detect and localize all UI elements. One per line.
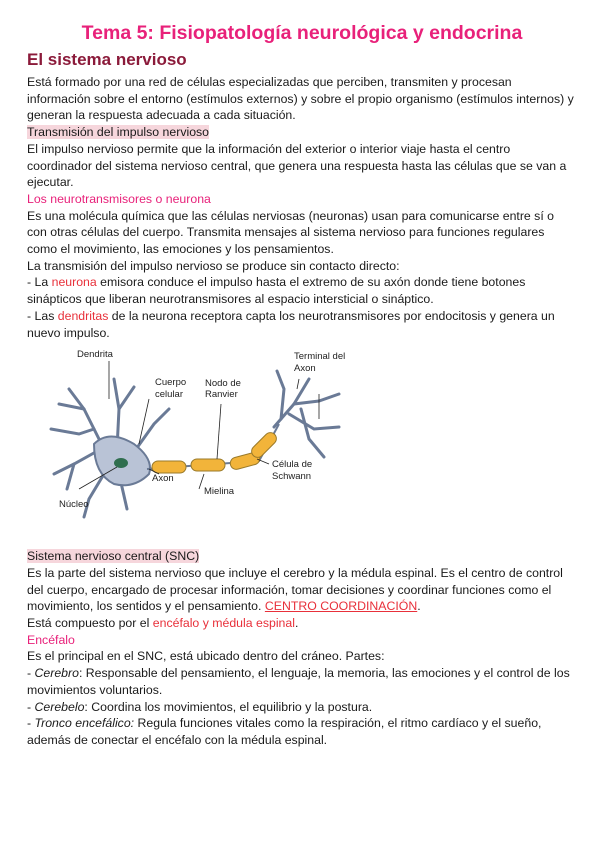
bullet-2-prefix: - Las (27, 308, 58, 323)
label-axon: Axon (152, 473, 174, 485)
cerebelo-text: : Coordina los movimientos, el equilibrio y la postura. (84, 699, 373, 714)
cerebro-text: : Responsable del pensamiento, el lenguaje, la memoria, las emociones y el control de los movimientos voluntarios. (27, 666, 570, 697)
neurotransmisores-paragraph-1: Es una molécula química que las células nerviosas (neuronas) usan para comunicarse entre sí o con otras células del cuerpo. Transmita mensajes al sistema nervioso para funciones regulares como el movimiento, las emociones y los pensamientos. (27, 208, 554, 257)
neuron-illustration (39, 349, 359, 524)
intro-paragraph: Está formado por una red de células especializadas que perciben, transmiten y procesan información sobre el entorno (estímulos externos) y sobre el propio organismo (estímulos internos) y generan la respuesta adecuada a cada situación. (27, 75, 574, 123)
neuron-diagram (39, 349, 359, 524)
tronco-label: Tronco encefálico: (34, 716, 135, 731)
label-cuerpo-2: celular (155, 389, 183, 401)
snc-heading-text: Sistema nervioso central (SNC) (27, 549, 200, 564)
snc-composition (27, 615, 577, 632)
transmision-heading-text: Transmisión del impulso nervioso (27, 125, 210, 140)
label-dendrita: Dendrita (77, 349, 113, 361)
snc-composition-prefix: Está compuesto por el (27, 616, 153, 631)
snc-text: Es la parte del sistema nervioso que incluye el cerebro y la médula espinal. Es el centro de control del cuerpo, encargado de procesar información, tomar decisiones y coordinar funciones como el movimiento, los sentidos y el pensamiento. (27, 565, 563, 614)
label-terminal-2: Axon (294, 363, 316, 375)
snc-paragraph: Es la parte del sistema nervioso que incluye el cerebro y la médula espinal. Es el centro de control del cuerpo, encargado de procesar información, tomar decisiones y coordinar funciones como el movimiento, los sentidos y el pensamiento. CENTRO COORDINACIÓN. (27, 565, 563, 614)
tronco-text: Regula funciones vitales como la respiración, el ritmo cardíaco y el sueño, además de conectar el encéfalo con la médula espinal. (27, 716, 542, 747)
label-nodo-2: Ranvier (205, 389, 238, 401)
neurotransmisores-heading: Los neurotransmisores o neurona (27, 191, 211, 206)
snc-highlight: CENTRO COORDINACIÓN (264, 599, 418, 614)
encefalo-medula-keyword: encéfalo y médula espinal (152, 616, 295, 631)
transmision-heading (27, 124, 577, 141)
tronco-item: - Tronco encefálico: Regula funciones vitales como la respiración, el ritmo cardíaco y el sueño, además de conectar el encéfalo con la médula espinal. (27, 716, 542, 747)
neurotransmisores-bullet-2 (27, 308, 577, 341)
cerebelo-item: - Cerebelo: Coordina los movimientos, el equilibrio y la postura. (27, 699, 373, 714)
label-cuerpo-1: Cuerpo (155, 377, 187, 389)
label-celula-1: Célula de (272, 459, 313, 471)
neurona-keyword: neurona (51, 275, 97, 290)
label-mielina: Mielina (204, 486, 235, 498)
label-terminal-1: Terminal del (294, 351, 346, 363)
page-title: Tema 5: Fisiopatología neurológica y endocrina (81, 22, 523, 44)
snc-composition-suffix: . (294, 616, 299, 631)
cerebro-label: Cerebro (34, 666, 79, 681)
label-nodo-1: Nodo de (205, 378, 241, 390)
cerebelo-label: Cerebelo (34, 699, 85, 714)
section-title: El sistema nervioso (27, 50, 187, 69)
neurotransmisores-paragraph-2: La transmisión del impulso nervioso se produce sin contacto directo: (27, 258, 400, 273)
cerebro-item: - Cerebro: Responsable del pensamiento, el lenguaje, la memoria, las emociones y el control de los movimientos voluntarios. (27, 666, 570, 697)
encefalo-heading: Encéfalo (27, 632, 75, 647)
snc-heading (27, 548, 577, 565)
document-page (27, 20, 577, 749)
transmision-paragraph: El impulso nervioso permite que la información del exterior o interior viaje hasta el centro coordinador del sistema nervioso central, que genera una respuesta hasta las células que se van a ejecutar. (27, 141, 567, 190)
bullet-2-text: de la neurona receptora capta los neurotransmisores por endocitosis y genera un nuevo impulso. (27, 308, 555, 340)
dendritas-keyword: dendritas (57, 308, 109, 323)
encefalo-paragraph: Es el principal en el SNC, está ubicado dentro del cráneo. Partes: (27, 649, 385, 664)
neurotransmisores-bullet-1 (27, 274, 577, 307)
label-celula-2: Schwann (272, 471, 312, 483)
label-nucleo: Núcleo (59, 499, 89, 511)
bullet-1-prefix: - La (27, 275, 52, 290)
bullet-1-text: emisora conduce el impulso hasta el extremo de su axón donde tiene botones sinápticos que liberan neurotransmisores al espacio intersticial o sináptico. (27, 275, 526, 307)
